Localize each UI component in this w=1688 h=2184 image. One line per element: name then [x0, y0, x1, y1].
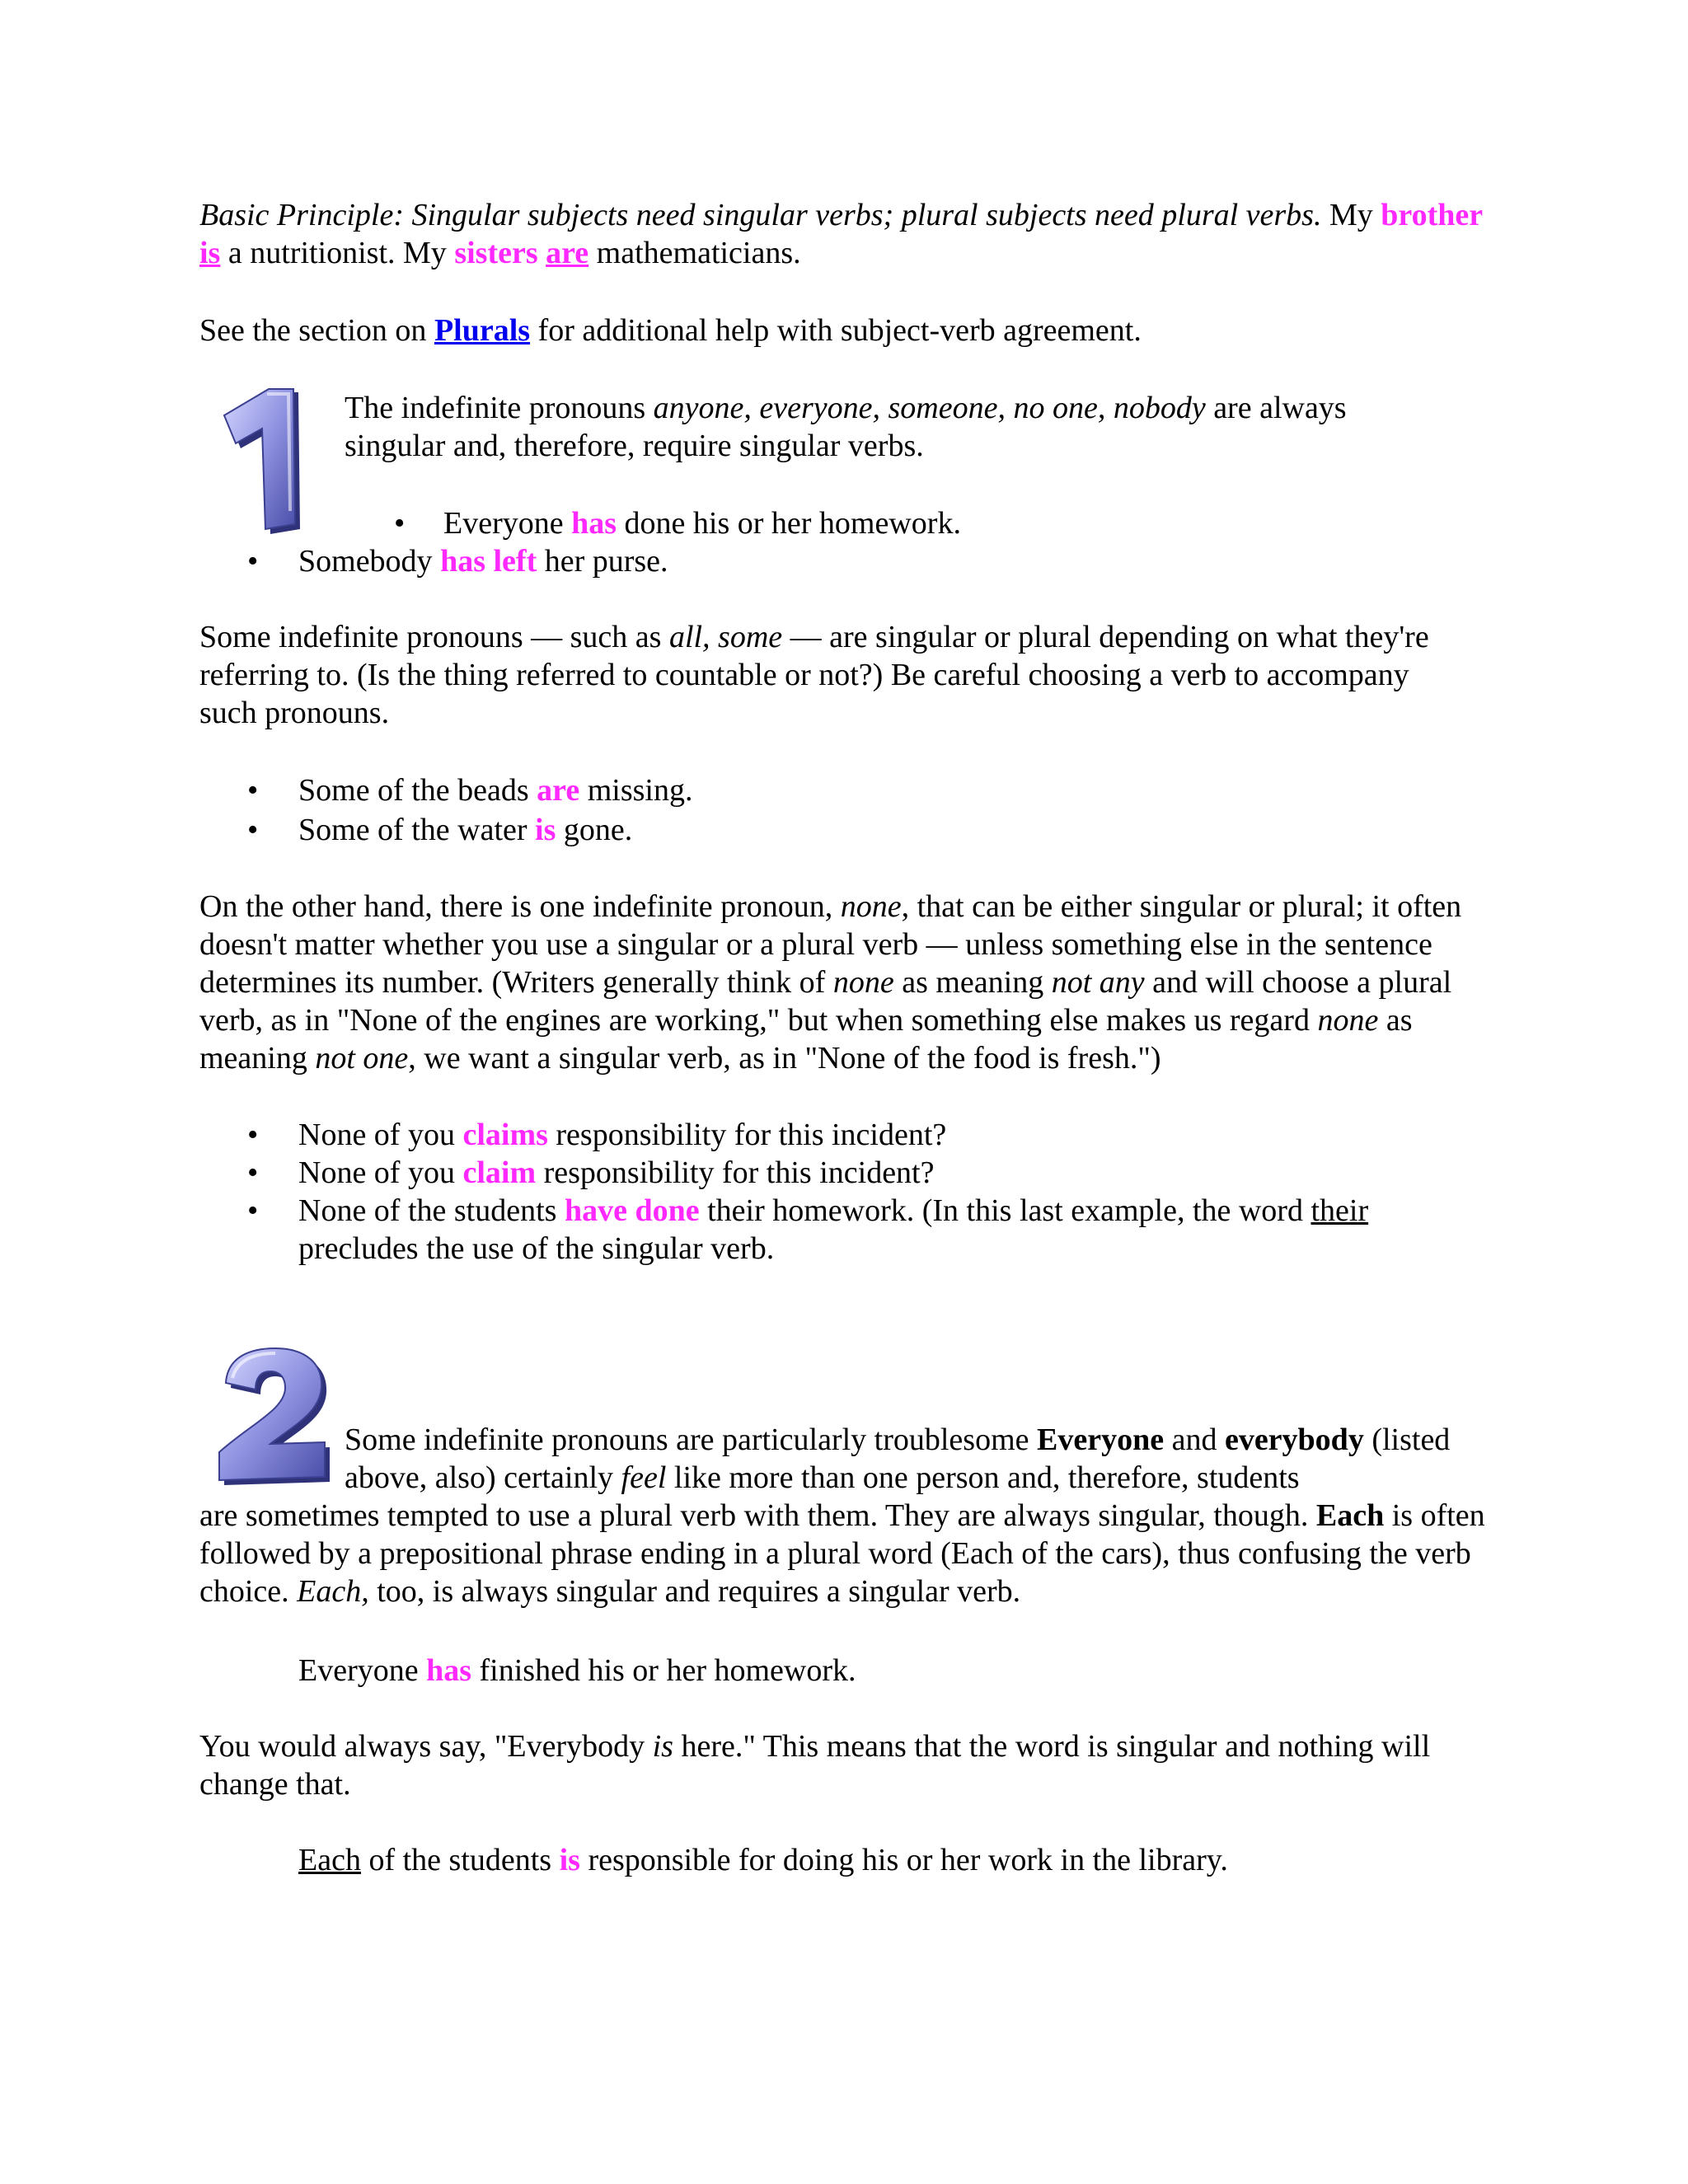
term-feel: feel	[621, 1460, 667, 1495]
plurals-link[interactable]: Plurals	[434, 313, 531, 348]
text: as meaning	[902, 965, 1044, 1000]
underlined-word: Each	[298, 1843, 361, 1877]
subject-brother: brother	[1381, 198, 1484, 232]
text: None of you	[298, 1118, 455, 1152]
text: are always singular and, therefore, require singular verbs.	[345, 391, 1347, 463]
text: None of the students	[298, 1193, 557, 1228]
underlined-word: their	[1311, 1193, 1369, 1228]
list-item-text	[298, 771, 1518, 809]
some-pronouns-paragraph	[199, 618, 1436, 732]
bullet: •	[247, 813, 259, 847]
text: and	[1171, 1422, 1217, 1457]
text: mathematicians.	[596, 236, 801, 270]
verb-are: are	[546, 236, 589, 270]
verb-highlight: is	[535, 813, 556, 847]
rule-one-intro	[345, 389, 1416, 465]
term-none: none	[832, 965, 894, 1000]
text: On the other hand, there is one indefinite pronoun,	[199, 889, 833, 924]
term-everybody: everybody	[1224, 1422, 1364, 1457]
term-not-one: not one	[315, 1041, 409, 1076]
text: and will choose a plural verb, as in "None of the engines are working," but when something else makes us regard	[199, 965, 1452, 1038]
text: done his or her homework.	[624, 506, 961, 541]
text: Everyone	[443, 506, 564, 541]
text: (listed above, also) certainly	[345, 1422, 1451, 1495]
text: , we want a singular verb, as in "None of the food is fresh.")	[408, 1041, 1161, 1076]
verb-highlight: claims	[462, 1118, 548, 1152]
text: My	[403, 236, 447, 270]
list-item-text	[298, 1116, 1518, 1154]
none-pronoun-paragraph	[199, 888, 1493, 1077]
text: Everyone	[298, 1653, 419, 1688]
list-item	[0, 811, 1688, 849]
text: for additional help with subject-verb agreement.	[537, 313, 1142, 348]
list-item	[0, 1116, 1688, 1154]
bullet: •	[247, 773, 259, 808]
principle-statement: Basic Principle: Singular subjects need singular verbs; plural subjects need plural verbs.	[199, 198, 1322, 232]
text: My	[1329, 198, 1373, 232]
verb-is: is	[199, 236, 221, 270]
bullet: •	[247, 1193, 259, 1228]
text: See the section on	[199, 313, 427, 348]
text: — are singular or plural depending on what they're referring to. (Is the thing referred to countable or not?) Be careful choosing a verb to accompany such pronouns.	[199, 620, 1429, 730]
term-none: none	[1317, 1003, 1379, 1038]
text: a nutritionist.	[227, 236, 396, 270]
list-item-text	[443, 504, 1663, 542]
verb-highlight: has	[426, 1653, 472, 1688]
verb-highlight: claim	[462, 1155, 537, 1190]
each-example	[298, 1841, 1601, 1879]
verb-highlight: are	[537, 773, 580, 808]
list-item	[0, 504, 1688, 542]
text: precludes the use of the singular verb.	[298, 1231, 775, 1266]
bullet: •	[247, 1155, 259, 1190]
text: their homework. (In this last example, the word	[707, 1193, 1303, 1228]
list-item	[0, 1154, 1688, 1192]
numeral-two-graphic	[213, 1345, 331, 1485]
verb-highlight: is	[559, 1843, 580, 1877]
term-each-italic: Each,	[297, 1574, 369, 1609]
pronoun-examples: all, some	[668, 620, 783, 654]
term-is: is	[652, 1729, 673, 1764]
text: responsible for doing his or her work in the library.	[588, 1843, 1228, 1877]
bullet: •	[394, 506, 406, 541]
bullet: •	[247, 544, 259, 579]
text: is often followed by a prepositional phrase ending in a plural word (Each of the cars), thus confusing the verb choice.	[199, 1498, 1485, 1609]
text: too, is always singular and requires a singular verb.	[377, 1574, 1021, 1609]
text: here." This means that the word is singular and nothing will change that.	[199, 1729, 1431, 1802]
pronoun-list: anyone, everyone, someone, no one, nobody	[653, 391, 1206, 425]
text: her purse.	[544, 544, 668, 579]
term-each: Each	[1315, 1498, 1385, 1533]
text: are sometimes tempted to use a plural verb with them. They are always singular, though.	[199, 1498, 1309, 1533]
verb-highlight: have done	[564, 1193, 700, 1228]
term-everyone: Everyone	[1037, 1422, 1165, 1457]
text: responsibility for this incident?	[556, 1118, 947, 1152]
text: as meaning	[199, 1003, 1413, 1076]
subject-sisters: sisters	[454, 236, 538, 270]
text: Somebody	[298, 544, 433, 579]
text: Some indefinite pronouns are particularly troublesome	[345, 1422, 1029, 1457]
text: The indefinite pronouns	[345, 391, 646, 425]
text: Some indefinite pronouns — such as	[199, 620, 662, 654]
basic-principle-paragraph	[199, 196, 1502, 272]
text: of the students	[368, 1843, 552, 1877]
text: Some of the beads	[298, 773, 529, 808]
everyone-example	[298, 1652, 1601, 1690]
verb-highlight: has	[571, 506, 617, 541]
list-item	[0, 771, 1688, 809]
text: missing.	[587, 773, 693, 808]
plurals-reference	[199, 312, 1502, 349]
rule-two-intro	[345, 1421, 1482, 1497]
text: like more than one person and, therefore, students	[673, 1460, 1300, 1495]
text: responsibility for this incident?	[543, 1155, 935, 1190]
rule-two-body	[199, 1497, 1502, 1610]
text: , that can be either singular or plural; it often doesn't matter whether you use a singular or a plural verb — unless something else in the sentence determines its number. (Writers generally think of	[199, 889, 1462, 1000]
verb-highlight: has left	[440, 544, 537, 579]
list-item-text	[298, 811, 1518, 849]
term-not-any: not any	[1051, 965, 1145, 1000]
list-item-text	[298, 1192, 1436, 1268]
everybody-paragraph	[199, 1727, 1461, 1803]
text: finished his or her homework.	[479, 1653, 856, 1688]
text: You would always say, "Everybody	[199, 1729, 645, 1764]
list-item	[0, 542, 1688, 580]
bullet: •	[247, 1118, 259, 1152]
list-item-text	[298, 1154, 1518, 1192]
list-item-text	[298, 542, 1518, 580]
term-none: none	[840, 889, 902, 924]
text: None of you	[298, 1155, 455, 1190]
text: gone.	[563, 813, 633, 847]
list-item	[0, 1192, 1688, 1268]
text: Some of the water	[298, 813, 528, 847]
